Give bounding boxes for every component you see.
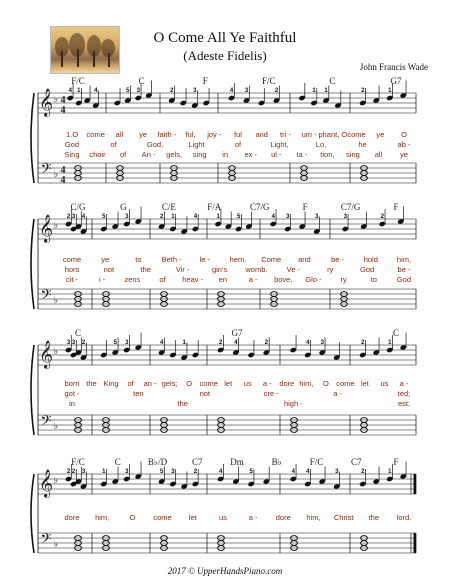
chord-symbol: F/A (207, 202, 222, 212)
treble-clef-icon: 𝄞 (38, 214, 54, 242)
time-signature-top: 4 (60, 95, 66, 106)
lyric-syllable: sing (346, 150, 360, 159)
fingering-number: 2 (264, 340, 269, 346)
lyric-syllable: God, (146, 140, 164, 149)
lyric-syllable: i - (99, 275, 106, 284)
lyric-syllable: and (298, 255, 311, 264)
fingering-number: 4 (218, 469, 223, 475)
lyric-syllable: the (140, 265, 151, 274)
lyric-syllable: of (110, 140, 117, 149)
lyric-syllable: not (103, 265, 115, 274)
brace (31, 219, 34, 309)
lyric-syllable: the (86, 379, 97, 388)
lyric-syllable: let (360, 379, 369, 388)
lyric-syllable: Sing (64, 150, 80, 159)
fingering-number: 3 (343, 214, 347, 220)
flat-key-signature-icon: ♭ (53, 169, 59, 179)
lyric-syllable: ye (400, 150, 408, 159)
lyric-syllable: ex - (244, 150, 258, 159)
lyric-syllable: hors (64, 265, 80, 274)
lyric-syllable: God (396, 275, 412, 284)
flat-key-signature-icon: ♭ (53, 346, 59, 356)
lyric-syllable: O (129, 513, 136, 522)
lyric-syllable: a - (399, 379, 409, 388)
chord-symbol: C/E (161, 202, 176, 212)
lyric-syllable: gels, (166, 150, 183, 159)
lyric-syllable: in (222, 150, 229, 159)
lyric-syllable: let (224, 379, 233, 388)
fingering-number: 4 (94, 88, 98, 94)
fingering-number: 1 (312, 88, 316, 94)
lyric-syllable: um - (301, 130, 317, 139)
flat-key-signature-icon: ♭ (53, 421, 59, 431)
lyric-syllable: joy - (207, 130, 222, 139)
lyric-syllable: ta - (296, 150, 308, 159)
lyric-syllable: ten (133, 389, 144, 398)
chord-symbol: F (302, 202, 308, 212)
lyric-syllable: of (127, 379, 134, 388)
page-subtitle: (Adeste Fidelis) (183, 48, 267, 63)
final-bar-line (414, 533, 417, 553)
lyric-syllable: dore (279, 379, 295, 388)
fingering-number: 1 (388, 340, 392, 346)
lyric-syllable: hem. (229, 255, 247, 264)
fingering-number: 2 (66, 214, 71, 220)
brace (31, 474, 34, 553)
fingering-number: 2 (361, 340, 365, 346)
fingering-number: 4 (193, 214, 198, 220)
lyric-syllable: tri - (280, 130, 291, 139)
lyric-syllable: ted; (397, 389, 411, 398)
lyric-syllable: God (64, 140, 80, 149)
lyric-syllable: ful, (185, 130, 196, 139)
fingering-number: 2 (274, 88, 279, 94)
fingering-number: 4 (229, 88, 234, 94)
lyric-syllable: ful (234, 130, 242, 139)
fingering-number: 3 (320, 340, 324, 346)
lyric-syllable: choir (89, 150, 106, 159)
lyric-syllable: us (243, 379, 252, 388)
fingering-number: 1 (77, 88, 81, 94)
treble-clef-icon: 𝄞 (38, 469, 54, 497)
lyric-syllable: womb. (245, 265, 268, 274)
fingering-number: 3 (125, 214, 129, 220)
treble-clef-icon: 𝄞 (38, 88, 54, 116)
fingering-number: 3 (125, 469, 129, 475)
fingering-number: 1 (171, 214, 175, 220)
chord-symbol: C7 (191, 457, 203, 467)
fingering-number: 5 (159, 469, 164, 475)
lyric-syllable: 1.O (65, 130, 79, 139)
lyric-syllable: tion, (320, 150, 335, 159)
fingering-number: 1 (102, 469, 106, 475)
lyric-syllable: all (115, 130, 124, 139)
chord-symbol: F/C (309, 457, 324, 467)
lyric-syllable: dore (275, 513, 291, 522)
lyric-syllable: him, (95, 513, 110, 522)
lyric-syllable: an - (143, 379, 157, 388)
lyric-syllable: ye (101, 255, 110, 264)
chord-symbol: F (393, 202, 399, 212)
fingering-number: 1 (388, 469, 392, 475)
fingering-number: 1 (388, 88, 392, 94)
fingering-number: 4 (81, 214, 86, 220)
lyric-syllable: be - (331, 255, 345, 264)
fingering-number: 3 (171, 469, 175, 475)
lyric-syllable: us (218, 513, 227, 522)
fingering-number: 4 (234, 340, 238, 346)
fingering-number: 3 (66, 340, 71, 346)
lyric-syllable: ye (376, 130, 385, 139)
lyric-syllable: us (380, 379, 389, 388)
fingering-number: 3 (71, 214, 76, 220)
bass-clef-icon: 𝄢 (40, 287, 52, 307)
fingering-number: 3 (315, 214, 319, 220)
lyric-syllable: to (370, 275, 377, 284)
lyric-syllable: sing (192, 150, 207, 159)
fingering-number: 2 (66, 469, 71, 475)
lyric-syllable: O (401, 130, 407, 139)
lyric-syllable: O (322, 379, 329, 388)
lyric-syllable: come (199, 379, 218, 388)
fingering-number: 3 (81, 469, 86, 475)
chord-symbol: G7 (231, 328, 243, 338)
fingering-number: 2 (170, 88, 174, 94)
lyric-syllable: in (69, 399, 75, 408)
lyric-syllable: come (153, 513, 172, 522)
composer-credit: John Francis Wade (359, 62, 428, 72)
fingering-number: 3 (286, 214, 290, 220)
copyright-footer: 2017 © UpperHandsPiano.com (167, 566, 283, 576)
lyric-syllable: cre - (263, 389, 279, 398)
page-title: O Come All Ye Faithful (153, 30, 297, 46)
fingering-number: 2 (380, 214, 384, 220)
fingering-number: 4 (68, 88, 72, 94)
lyric-syllable: not (199, 389, 211, 398)
lyric-syllable: be - (397, 265, 411, 274)
lyric-syllable: a - (333, 389, 342, 398)
lyric-syllable: come (62, 255, 82, 264)
lyric-syllable: him, (396, 255, 412, 264)
lyric-syllable: born (64, 379, 80, 388)
chord-symbol: C (74, 328, 82, 338)
chord-symbol: C (392, 328, 400, 338)
time-signature-bottom: 4 (60, 105, 66, 116)
fingering-number: 2 (218, 340, 223, 346)
lyric-syllable: Ve - (286, 265, 301, 274)
lyric-syllable: le - (199, 255, 211, 264)
lyric-syllable: en (218, 275, 228, 284)
lyric-syllable: a - (262, 379, 272, 388)
time-signature-bottom: 4 (60, 175, 66, 186)
lyric-syllable: him, (306, 513, 321, 522)
fingering-number: 2 (193, 469, 198, 475)
chord-symbol: F/C (262, 76, 276, 86)
lyric-syllable: dore (64, 513, 80, 522)
flat-key-signature-icon: ♭ (53, 220, 59, 230)
lyric-syllable: him, (299, 379, 314, 388)
chord-symbol: B♭ (271, 457, 282, 467)
lyric-syllable: An - (141, 150, 156, 159)
chord-symbol: C (114, 457, 121, 467)
fingering-number: 1 (216, 214, 220, 220)
fingering-number: 1 (324, 88, 328, 94)
fingering-number: 5 (126, 88, 130, 94)
chord-symbol: F/C (71, 76, 85, 86)
lyric-syllable: Light (188, 140, 205, 149)
brace (31, 93, 34, 183)
fingering-number: 5 (102, 214, 106, 220)
lyric-syllable: gin's (211, 265, 228, 274)
fingering-number: 2 (361, 88, 365, 94)
lyric-syllable: a - (248, 513, 258, 522)
fingering-number: 2 (361, 469, 365, 475)
lyric-syllable: hold (363, 255, 378, 264)
lyric-syllable: the (177, 399, 188, 408)
lyric-syllable: Come (261, 255, 282, 264)
fingering-number: 2 (81, 340, 86, 346)
lyric-syllable: lord. (396, 513, 412, 522)
lyric-syllable: of (234, 140, 242, 149)
fingering-number: 3 (244, 88, 249, 94)
fingering-number: 5 (113, 340, 117, 346)
lyric-syllable: the (368, 513, 380, 522)
lyric-syllable: come (86, 130, 105, 139)
fingering-number: 5 (249, 469, 253, 475)
lyric-syllable: ry (327, 265, 334, 274)
fingering-number: 2 (159, 214, 164, 220)
lyric-syllable: faith - (157, 130, 177, 139)
chord-symbol: C (329, 76, 336, 86)
lyric-syllable: got - (64, 389, 80, 398)
lyric-syllable: heav - (182, 275, 204, 284)
lyric-syllable: all (374, 150, 383, 159)
lyric-syllable: O (186, 379, 193, 388)
fingering-number: 3 (125, 340, 129, 346)
lyric-syllable: Glo - (305, 275, 322, 284)
chord-symbol: F/C (71, 457, 85, 467)
lyric-syllable: zens (124, 275, 141, 284)
brace (31, 345, 34, 435)
bass-clef-icon: 𝄢 (40, 413, 52, 433)
fingering-number: 3 (193, 88, 197, 94)
lyric-syllable: cit - (65, 275, 79, 284)
chord-symbol: G (120, 202, 127, 212)
fingering-number: 4 (291, 469, 295, 475)
lyric-syllable: Lo, (315, 140, 327, 149)
bass-clef-icon: 𝄢 (40, 161, 52, 181)
lyric-syllable: and (255, 130, 268, 139)
lyric-syllable: of (159, 275, 166, 284)
lyric-syllable: ry (340, 275, 347, 284)
treble-clef-icon: 𝄞 (38, 340, 54, 368)
flat-key-signature-icon: ♭ (53, 94, 59, 104)
final-bar-line (414, 474, 417, 494)
chord-symbol: F (202, 76, 208, 86)
fingering-number: 3 (335, 469, 339, 475)
bass-clef-icon: 𝄢 (40, 531, 52, 551)
fingering-number: 5 (236, 214, 241, 220)
fingering-number: 3 (136, 88, 140, 94)
fingering-number: 4 (306, 469, 310, 475)
lyric-syllable: he (358, 140, 367, 149)
lyric-syllable: ye (139, 130, 148, 139)
fingering-number: 3 (71, 340, 76, 346)
chord-symbol: G7 (390, 76, 402, 86)
chord-symbol: B♭/D (147, 457, 168, 467)
lyric-syllable: high - (283, 399, 303, 408)
chord-symbol: C7/G (249, 202, 270, 212)
chord-symbol: C/G (70, 202, 86, 212)
lyric-syllable: ab - (397, 140, 411, 149)
lyric-syllable: bove, (274, 275, 293, 284)
lyric-syllable: God (360, 265, 375, 274)
lyric-syllable: Beth - (161, 255, 182, 264)
lyric-syllable: phant, O (318, 130, 348, 139)
time-signature-top: 4 (60, 165, 66, 176)
lyric-syllable: Christ (333, 513, 354, 522)
chord-symbol: C7 (350, 457, 362, 467)
flat-key-signature-icon: ♭ (53, 475, 59, 485)
lyric-syllable: of (119, 150, 127, 159)
chord-symbol: C7/G (340, 202, 361, 212)
fingering-number: 4 (306, 340, 310, 346)
lyric-syllable: come (336, 379, 355, 388)
lyric-syllable: ul - (271, 150, 282, 159)
chord-symbol: Dm (230, 457, 244, 467)
lyric-syllable: gels; (161, 379, 178, 388)
lyric-syllable: let (188, 513, 197, 522)
lyric-syllable: est; (397, 399, 411, 408)
lyric-syllable: a - (248, 275, 258, 284)
flat-key-signature-icon: ♭ (53, 539, 59, 549)
flat-key-signature-icon: ♭ (53, 295, 59, 305)
lyric-syllable: Light, (270, 140, 289, 149)
lyric-syllable: King (103, 379, 119, 388)
fingering-number: 1 (182, 340, 186, 346)
fingering-number: 4 (159, 340, 164, 346)
lyric-syllable: Vir - (175, 265, 190, 274)
chord-symbol: C (138, 76, 145, 86)
fingering-number: 2 (71, 469, 76, 475)
lyric-syllable: come (347, 130, 366, 139)
fingering-number: 4 (271, 214, 275, 220)
lyric-syllable: to (135, 255, 142, 264)
chord-symbol: F (393, 457, 399, 467)
